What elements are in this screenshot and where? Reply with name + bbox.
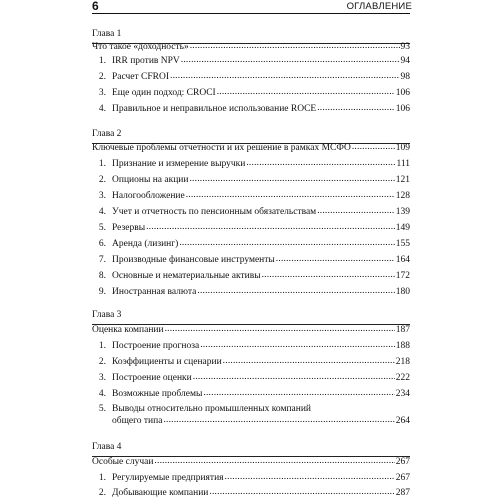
toc-entry[interactable] xyxy=(92,175,410,186)
entry-number: 4. xyxy=(98,207,106,217)
entry-page: 139 xyxy=(395,207,410,217)
toc-entry[interactable] xyxy=(92,389,410,400)
entry-title: Производные финансовые инструменты xyxy=(112,255,275,265)
entry-number: 3. xyxy=(98,373,106,383)
entry-number: 1. xyxy=(98,473,106,483)
chapter-label: Глава 1 xyxy=(92,29,122,39)
toc-entry-multiline[interactable] xyxy=(92,404,410,415)
entry-title: Основные и нематериальные активы xyxy=(112,271,261,281)
entry-number: 5. xyxy=(98,223,106,233)
toc-entry[interactable] xyxy=(92,271,410,282)
chapter-3-heading xyxy=(92,310,410,325)
dot-leader xyxy=(203,388,394,399)
entry-number: 3. xyxy=(98,88,106,98)
dot-leader xyxy=(200,340,395,351)
entry-number: 1. xyxy=(98,341,106,351)
entry-title: IRR против NPV xyxy=(112,56,180,66)
entry-page: 267 xyxy=(395,457,410,467)
entry-page: 172 xyxy=(395,271,410,281)
toc-entry-continuation[interactable] xyxy=(112,416,410,427)
entry-title: Регулируемые предприятия xyxy=(112,473,224,483)
page-header xyxy=(0,0,500,14)
dot-leader xyxy=(197,286,394,297)
toc-entry[interactable] xyxy=(92,159,410,170)
dot-leader xyxy=(154,456,394,467)
entry-number: 2. xyxy=(98,72,106,82)
chapter-label: Глава 2 xyxy=(92,129,122,139)
entry-title: Возможные проблемы xyxy=(112,389,203,399)
dot-leader xyxy=(246,158,395,169)
dot-leader xyxy=(225,472,395,483)
entry-page: 287 xyxy=(395,488,410,498)
entry-number: 4. xyxy=(98,389,106,399)
entry-page: 234 xyxy=(395,389,410,399)
chapter-label: Глава 3 xyxy=(92,310,122,320)
toc-entry[interactable] xyxy=(92,88,410,99)
entry-title: Еще один подход: CROCI xyxy=(112,88,216,98)
dot-leader xyxy=(352,142,395,153)
entry-title: Налогообложение xyxy=(112,191,185,201)
entry-title: Иностранная валюта xyxy=(112,287,197,297)
header-rule xyxy=(92,13,410,14)
entry-page: 218 xyxy=(395,357,410,367)
toc-entry[interactable] xyxy=(92,488,410,499)
dot-leader xyxy=(146,222,395,233)
entry-title: Учет и отчетность по пенсионным обязательствам xyxy=(112,207,317,217)
chapter-label: Глава 4 xyxy=(92,442,122,452)
toc-entry[interactable] xyxy=(92,207,410,218)
entry-page: 106 xyxy=(395,104,410,114)
dot-leader xyxy=(262,270,395,281)
dot-leader xyxy=(181,55,400,66)
toc-entry[interactable] xyxy=(92,104,410,115)
entry-title-line-2: общего типа xyxy=(112,416,163,426)
entry-title: Аренда (лизинг) xyxy=(112,239,179,249)
toc-entry-chapter-3[interactable] xyxy=(92,325,410,336)
entry-title: Ключевые проблемы отчетности и их решение в рамках МСФО xyxy=(92,143,351,153)
dot-leader xyxy=(317,103,395,114)
toc-entry[interactable] xyxy=(92,239,410,250)
toc-entry[interactable] xyxy=(92,56,410,67)
entry-page: 149 xyxy=(395,223,410,233)
entry-page: 93 xyxy=(400,42,410,52)
toc-entry[interactable] xyxy=(92,223,410,234)
toc-entry[interactable] xyxy=(92,373,410,384)
entry-title: Особые случаи xyxy=(92,457,154,467)
dot-leader xyxy=(189,174,394,185)
entry-page: 109 xyxy=(395,143,410,153)
entry-title: Расчет CFROI xyxy=(112,72,170,82)
dot-leader xyxy=(209,487,394,498)
toc-entry-chapter-1[interactable] xyxy=(92,42,410,53)
entry-title: Построение оценки xyxy=(112,373,192,383)
running-title: ОГЛАВЛЕНИЕ xyxy=(346,1,412,12)
toc-entry-chapter-4[interactable] xyxy=(92,457,410,468)
entry-number: 4. xyxy=(98,104,106,114)
entry-page: 94 xyxy=(400,56,410,66)
entry-page: 106 xyxy=(395,88,410,98)
entry-title: Построение прогноза xyxy=(112,341,200,351)
entry-title: Оценка компании xyxy=(92,325,164,335)
entry-page: 128 xyxy=(395,191,410,201)
entry-page: 155 xyxy=(395,239,410,249)
dot-leader xyxy=(170,71,399,82)
entry-number: 8. xyxy=(98,271,106,281)
dot-leader xyxy=(217,87,395,98)
entry-page: 264 xyxy=(395,416,410,426)
dot-leader xyxy=(223,356,395,367)
toc-entry[interactable] xyxy=(92,341,410,352)
entry-title: Добывающие компании xyxy=(112,488,209,498)
entry-page: 98 xyxy=(400,72,410,82)
dot-leader xyxy=(317,206,395,217)
page-number: 6 xyxy=(92,0,99,13)
entry-number: 2. xyxy=(98,488,106,498)
entry-number: 9. xyxy=(98,287,106,297)
entry-title: Что такое «доходность» xyxy=(92,42,189,52)
dot-leader xyxy=(179,238,394,249)
entry-title: Признание и измерение выручки xyxy=(112,159,246,169)
toc-entry[interactable] xyxy=(92,191,410,202)
entry-page: 188 xyxy=(395,341,410,351)
entry-number: 1. xyxy=(98,159,106,169)
entry-number: 7. xyxy=(98,255,106,265)
entry-title: Коэффициенты и сценарии xyxy=(112,357,222,367)
toc-entry[interactable] xyxy=(92,72,410,83)
toc-entry[interactable] xyxy=(92,357,410,368)
entry-page: 164 xyxy=(395,255,410,265)
entry-number: 2. xyxy=(98,357,106,367)
dot-leader xyxy=(193,372,395,383)
entry-title: Резервы xyxy=(112,223,146,233)
dot-leader xyxy=(190,41,400,52)
entry-page: 222 xyxy=(395,373,410,383)
entry-number: 5. xyxy=(98,404,106,414)
entry-title: Правильное и неправильное использование ROCE xyxy=(112,104,317,114)
entry-title: Опционы на акции xyxy=(112,175,189,185)
toc-entry[interactable] xyxy=(92,287,410,298)
entry-page: 121 xyxy=(395,175,410,185)
chapter-4-heading xyxy=(92,442,410,457)
entry-title-line-1: Выводы относительно промышленных компаний xyxy=(112,404,312,414)
toc-entry[interactable] xyxy=(92,473,410,484)
dot-leader xyxy=(186,190,395,201)
entry-page: 267 xyxy=(395,473,410,483)
entry-number: 6. xyxy=(98,239,106,249)
dot-leader xyxy=(163,415,394,426)
entry-number: 1. xyxy=(98,56,106,66)
entry-number: 2. xyxy=(98,175,106,185)
dot-leader xyxy=(165,324,395,335)
toc-entry-chapter-2[interactable] xyxy=(92,143,410,154)
dot-leader xyxy=(276,254,395,265)
entry-number: 3. xyxy=(98,191,106,201)
toc-entry[interactable] xyxy=(92,255,410,266)
entry-page: 111 xyxy=(396,159,410,169)
entry-page: 187 xyxy=(395,325,410,335)
entry-page: 180 xyxy=(395,287,410,297)
